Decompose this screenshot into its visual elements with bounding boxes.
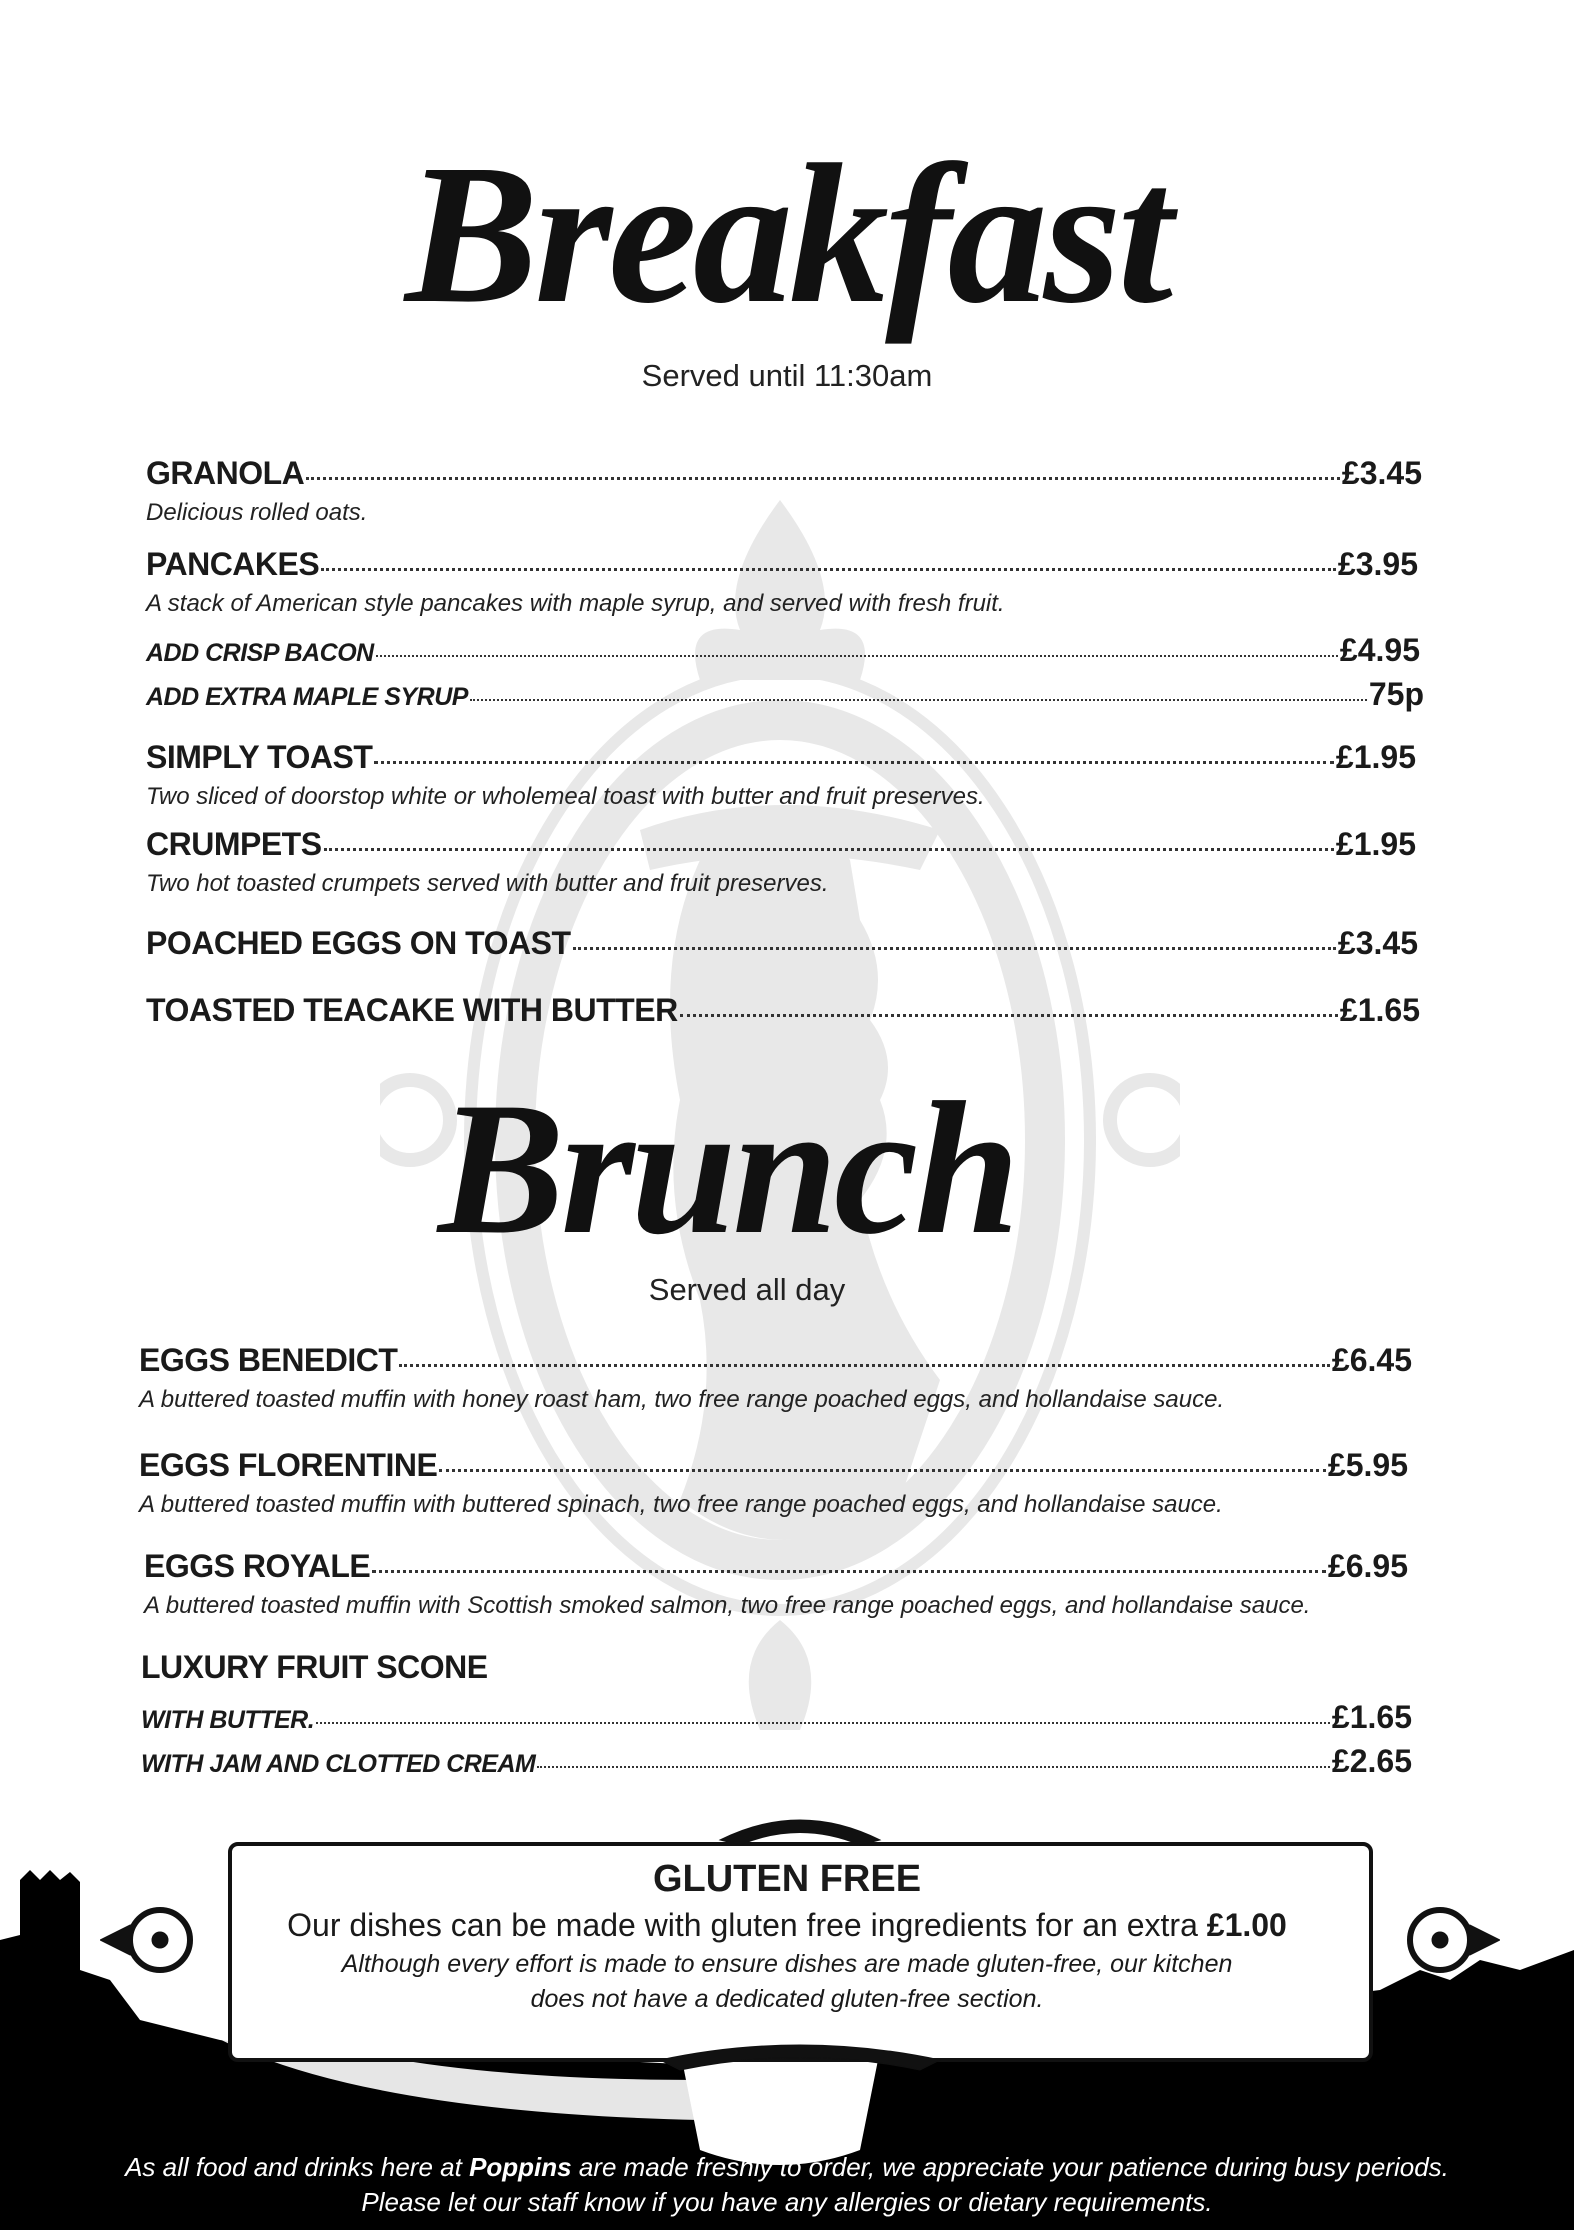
menu-item: [144, 1548, 1408, 1585]
dot-leader: [321, 568, 1336, 571]
menu-item-name: WITH JAM AND CLOTTED CREAM: [141, 1750, 536, 1778]
menu-item-description: Two sliced of doorstop white or wholemeal toast with butter and fruit preserves.: [146, 783, 985, 810]
footer-text: are made freshly to order, we appreciate your patience during busy periods.: [571, 2152, 1449, 2182]
gluten-free-price: £1.00: [1206, 1907, 1287, 1943]
menu-item-name: CRUMPETS: [146, 826, 322, 862]
dot-leader: [439, 1469, 1326, 1472]
menu-item: [146, 676, 1424, 713]
menu-item-price: 75p: [1368, 676, 1424, 712]
menu-item-name: ADD EXTRA MAPLE SYRUP: [146, 683, 468, 711]
menu-item-name: PANCAKES: [146, 546, 320, 582]
menu-item-name: LUXURY FRUIT SCONE: [141, 1649, 488, 1685]
menu-item: [146, 455, 1422, 492]
brunch-title: Brunch: [437, 1064, 1016, 1274]
menu-item: [146, 546, 1418, 583]
dot-leader: [470, 699, 1367, 701]
dot-leader: [374, 761, 1334, 764]
menu-item: [146, 739, 1416, 776]
dot-leader: [306, 477, 1340, 480]
footer-text: As all food and drinks here at: [125, 2152, 470, 2182]
menu-item-description: A buttered toasted muffin with buttered spinach, two free range poached eggs, and hollandaise sauce.: [139, 1491, 1223, 1518]
menu-item-price: £6.45: [1331, 1342, 1412, 1378]
footer-note-1: [0, 2152, 1574, 2183]
menu-item-description: A buttered toasted muffin with honey roast ham, two free range poached eggs, and hollandaise sauce.: [139, 1386, 1225, 1413]
menu-item-price: £3.45: [1337, 925, 1418, 961]
dot-leader: [537, 1766, 1330, 1768]
menu-item: [141, 1699, 1412, 1736]
brand-name: Poppins: [469, 2152, 572, 2182]
menu-item-name: WITH BUTTER.: [141, 1706, 315, 1734]
menu-item-name: EGGS BENEDICT: [139, 1342, 398, 1378]
dot-leader: [376, 655, 1338, 657]
menu-item-description: A buttered toasted muffin with Scottish smoked salmon, two free range poached eggs, and hollandaise sauce.: [144, 1592, 1311, 1619]
menu-item-price: £2.65: [1331, 1743, 1412, 1779]
menu-item-description: A stack of American style pancakes with maple syrup, and served with fresh fruit.: [146, 590, 1005, 617]
gluten-free-offer-text: Our dishes can be made with gluten free ingredients for an extra: [287, 1907, 1207, 1943]
gluten-free-heading: GLUTEN FREE: [652, 1858, 922, 1900]
dot-leader: [680, 1014, 1338, 1017]
menu-item-name: EGGS FLORENTINE: [139, 1447, 438, 1483]
menu-item-price: £1.95: [1335, 739, 1416, 775]
menu-item-price: £4.95: [1339, 632, 1420, 668]
dot-leader: [399, 1364, 1330, 1367]
menu-item-price: £5.95: [1327, 1447, 1408, 1483]
menu-item: [146, 826, 1416, 863]
dot-leader: [372, 1570, 1326, 1573]
menu-item-name: ADD CRISP BACON: [146, 639, 374, 667]
menu-item: [146, 992, 1420, 1029]
menu-item: [146, 925, 1418, 962]
menu-item-name: POACHED EGGS ON TOAST: [146, 925, 571, 961]
menu-item-name: EGGS ROYALE: [144, 1548, 371, 1584]
breakfast-subtitle: Served until 11:30am: [641, 358, 933, 393]
menu-item-description: Delicious rolled oats.: [146, 499, 368, 526]
menu-item: [139, 1342, 1412, 1379]
menu-item-name: SIMPLY TOAST: [146, 739, 373, 775]
menu-item: [146, 632, 1420, 669]
breakfast-title: Breakfast: [405, 124, 1169, 345]
footer-note-2: Please let our staff know if you have any allergies or dietary requirements.: [361, 2187, 1213, 2217]
gluten-free-note-2: does not have a dedicated gluten-free section.: [530, 1985, 1044, 2013]
menu-item: [141, 1649, 1412, 1686]
menu-item-price: £1.65: [1339, 992, 1420, 1028]
gluten-free-note-1: Although every effort is made to ensure dishes are made gluten-free, our kitchen: [341, 1950, 1233, 1978]
brunch-subtitle: Served all day: [648, 1272, 846, 1307]
menu-item-price: £6.95: [1327, 1548, 1408, 1584]
dot-leader: [573, 947, 1336, 950]
menu-item-name: GRANOLA: [146, 455, 305, 491]
menu-item-price: £3.45: [1341, 455, 1422, 491]
menu-item-price: £3.95: [1337, 546, 1418, 582]
dot-leader: [316, 1722, 1330, 1724]
menu-item: [139, 1447, 1408, 1484]
menu-item: [141, 1743, 1412, 1780]
menu-item-description: Two hot toasted crumpets served with butter and fruit preserves.: [146, 870, 829, 897]
dot-leader: [324, 848, 1334, 851]
gluten-free-offer: [0, 1907, 1574, 1944]
menu-item-price: £1.65: [1331, 1699, 1412, 1735]
menu-item-name: TOASTED TEACAKE WITH BUTTER: [146, 992, 678, 1028]
menu-item-price: £1.95: [1335, 826, 1416, 862]
